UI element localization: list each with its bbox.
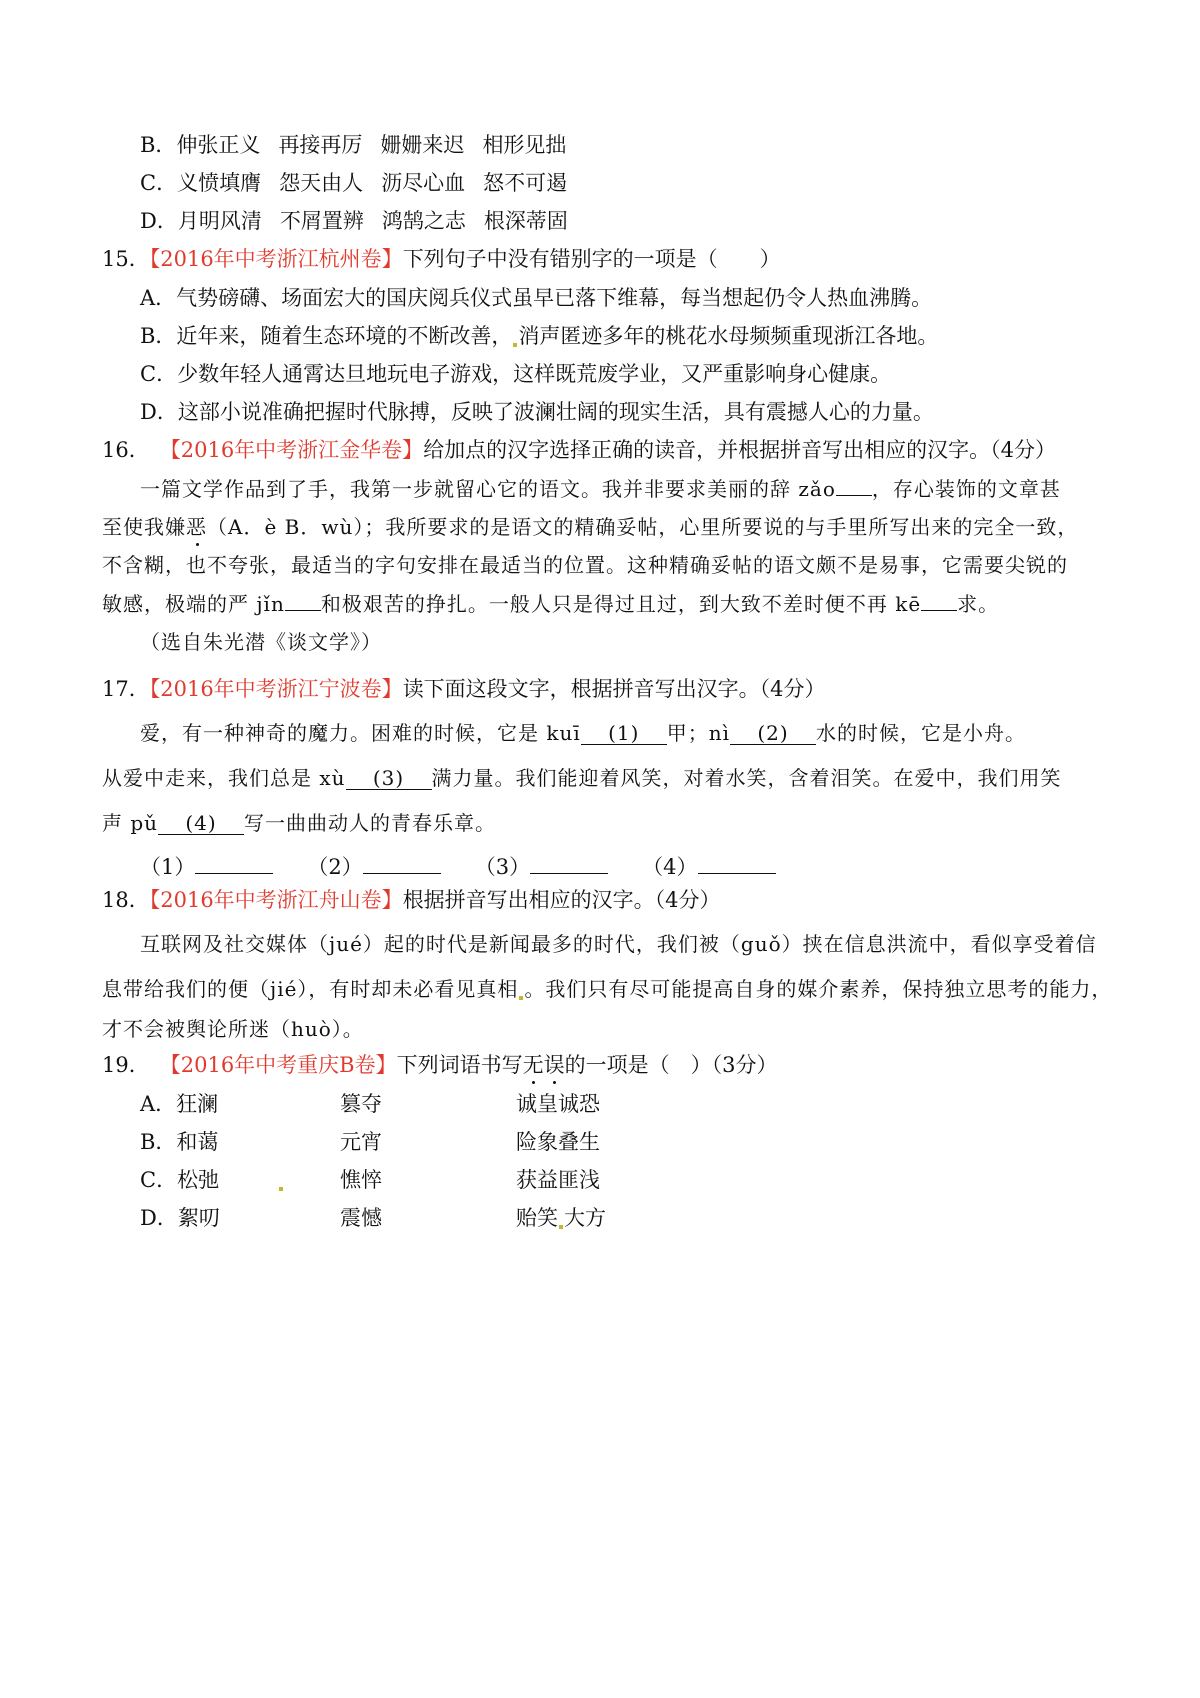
- q16-heading: [102, 435, 1056, 465]
- q15-option-c[interactable]: C．少数年轻人通霄达旦地玩电子游戏，这样既荒废学业，又严重影响身心健康。: [140, 362, 892, 386]
- q16-passage-line-4: 敏感，极端的严 jǐn 和极艰苦的挣扎。一般人只是得过且过，到大致不差时便不再 kē 求。: [102, 592, 1000, 616]
- emphasis-dot-char: 无: [522, 1053, 544, 1077]
- answer-blank[interactable]: [836, 495, 872, 496]
- answer-blank[interactable]: [921, 610, 957, 611]
- question-number: 16．: [102, 438, 150, 462]
- question-source: 【2016年中考浙江金华卷】: [159, 438, 424, 462]
- q17-passage-line-2: 从爱中走来，我们总是 xù (3) 满力量。我们能迎着风笑，对着水笑，含着泪笑。在爱中，我们用笑: [102, 766, 1062, 790]
- q16-passage-line-1: 一篇文学作品到了手，我第一步就留心它的语文。我并非要求美丽的辞 zǎo ，存心装饰的文章甚: [140, 477, 1061, 501]
- answer-blank[interactable]: [285, 610, 321, 611]
- question-source: 【2016年中考浙江杭州卷】: [149, 247, 403, 271]
- answer-blank-3[interactable]: (3): [346, 767, 432, 790]
- answer-field-4[interactable]: [698, 873, 776, 874]
- answer-blank-1[interactable]: (1): [581, 722, 667, 745]
- q14-option-d[interactable]: D．月明风清 不屑置辨 鸿鹄之志 根深蒂固: [140, 209, 568, 233]
- q15-heading: [102, 244, 781, 274]
- document-page: B．伸张正义 再接再厉 姗姗来迟 相形见拙 C．义愤填膺 怨天由人 沥尽心血 怒不可遏 D．月明风清 不屑置辨 鸿鹄之志 根深蒂固 15．【2016年中考浙江杭州卷】下列句子中没有错别字的一项是（ ） A．气势磅礴、场面宏大的国庆阅兵仪式虽早已落下维幕，每当想起仍令人热血沸腾。 B．近年来，随着生态环境的不断改善， 消声匿迹多年的桃花水母频频重现浙江各地。 C．少数年轻人通霄达旦地玩电子游戏，这样既荒废学业，又严重影响身心健康。 D．这部小说准确把握时代脉搏，反映了波澜壮阔的现实生活，具有震撼人心的力量。 16． 【2016年中考浙江金华卷】给加点的汉字选择正确的读音，并根据拼音写出相应的汉字。（4分） 一篇文学作品到了手，我第一步就留心它的语文。我并非要求美丽的辞 zǎo ，存心装饰的文章甚 至使我嫌恶（A．è B．wù）；我所要求的是语文的精确妥帖，心里所要说的与手里所写出来的完全一致， 不含糊，也不夸张，最适当的字句安排在最适当的位置。这种精确妥帖的语文颇不是易事，它需要尖锐的 敏感，极端的严 jǐn 和极艰苦的挣扎。一般人只是得过且过，到大致不差时便不再 kē 求。 （选自朱光潜《谈文学》） 17．【2016年中考浙江宁波卷】读下面这段文字，根据拼音写出汉字。（4分） 爱，有一种神奇的魔力。困难的时候，它是 kuī (1) 甲；nì (2) 水的时候，它是小舟。 从爱中走来，我们总是 xù (3) 满力量。我们能迎着风笑，对着水笑，含着泪笑。在爱中，我们用笑 声 pǔ (4) 写一曲曲动人的青春乐章。 （1） （2） （3） （4） 18．【2016年中考浙江舟山卷】根据拼音写出相应的汉字。（4分） 互联网及社交媒体（jué）起的时代是新闻最多的时代，我们被（guǒ）挟在信息洪流中，看似享受着信 息带给我们的便（jié），有时却未必看见真相 。我们只有尽可能提高自身的媒介素养，保持独立思考的能力， 才不会被舆论所迷（huò）。 19． 【2016年中考重庆B卷】下列词语书写无误的一项是（ ）（3分） A．狂澜 篡夺 诚皇诚恐 B．和蔼 元宵 险象叠生 C．松弛 憔悴 获益匪浅 D．絮叨 震憾 贻笑 大方: [0, 0, 1200, 1698]
- q17-heading: [102, 674, 826, 704]
- question-number: 17．: [102, 677, 150, 701]
- answer-blank-2[interactable]: (2): [730, 722, 816, 745]
- question-number: 15．: [102, 247, 150, 271]
- emphasis-dot-char: 误: [543, 1053, 565, 1077]
- emphasis-dot-char: 恶: [186, 515, 207, 539]
- question-number: 18．: [102, 888, 150, 912]
- q18-passage-line-2: 息带给我们的便（jié），有时却未必看见真相 。我们只有尽可能提高自身的媒介素养，保持独立思考的能力，: [102, 977, 1113, 1001]
- q17-passage-line-3: 声 pǔ (4) 写一曲曲动人的青春乐章。: [102, 811, 497, 835]
- highlight-mark: [513, 343, 517, 347]
- question-source: 【2016年中考重庆B卷】: [159, 1053, 397, 1077]
- q17-answer-row: （1） （2） （3） （4）: [140, 852, 776, 882]
- answer-blank-4[interactable]: (4): [158, 812, 244, 835]
- highlight-mark: [279, 1187, 283, 1191]
- answer-field-2[interactable]: [363, 873, 441, 874]
- q18-passage-line-3: 才不会被舆论所迷（huò）。: [102, 1017, 364, 1041]
- q14-option-c[interactable]: C．义愤填膺 怨天由人 沥尽心血 怒不可遏: [140, 171, 568, 195]
- answer-field-1[interactable]: [195, 873, 273, 874]
- highlight-mark: [519, 996, 523, 1000]
- q15-option-d[interactable]: D．这部小说准确把握时代脉搏，反映了波澜壮阔的现实生活，具有震撼人心的力量。: [140, 400, 934, 424]
- answer-field-3[interactable]: [530, 873, 608, 874]
- question-prompt: 读下面这段文字，根据拼音写出汉字。（4分）: [402, 677, 826, 701]
- q18-passage-line-1: 互联网及社交媒体（jué）起的时代是新闻最多的时代，我们被（guǒ）挟在信息洪流中，看似享受着信: [140, 932, 1097, 956]
- question-source: 【2016年中考浙江宁波卷】: [149, 677, 403, 701]
- q14-option-b[interactable]: B．伸张正义 再接再厉 姗姗来迟 相形见拙: [140, 133, 567, 157]
- highlight-mark: [559, 1225, 563, 1229]
- q15-option-b[interactable]: B．近年来，随着生态环境的不断改善， 消声匿迹多年的桃花水母频频重现浙江各地。: [140, 324, 939, 348]
- q19-heading: 19． 【2016年中考重庆B卷】下列词语书写无误的一项是（ ）（3分）: [102, 1053, 778, 1077]
- question-prompt: 下列句子中没有错别字的一项是（ ）: [402, 247, 781, 271]
- q16-citation: （选自朱光潜《谈文学》）: [140, 630, 382, 654]
- question-number: 19．: [102, 1053, 150, 1077]
- q15-option-a[interactable]: A．气势磅礴、场面宏大的国庆阅兵仪式虽早已落下维幕，每当想起仍令人热血沸腾。: [140, 286, 933, 310]
- question-source: 【2016年中考浙江舟山卷】: [149, 888, 403, 912]
- q17-passage-line-1: 爱，有一种神奇的魔力。困难的时候，它是 kuī (1) 甲；nì (2) 水的时候，它是小舟。: [140, 721, 1027, 745]
- question-prompt: 根据拼音写出相应的汉字。（4分）: [402, 888, 721, 912]
- q16-passage-line-3: 不含糊，也不夸张，最适当的字句安排在最适当的位置。这种精确妥帖的语文颇不是易事，它需要尖锐的: [102, 553, 1068, 577]
- question-prompt: 给加点的汉字选择正确的读音，并根据拼音写出相应的汉字。（4分）: [423, 438, 1057, 462]
- q18-heading: [102, 885, 721, 915]
- q16-passage-line-2: 至使我嫌恶（A．è B．wù）；我所要求的是语文的精确妥帖，心里所要说的与手里所写出来的完全一致，: [102, 515, 1079, 539]
